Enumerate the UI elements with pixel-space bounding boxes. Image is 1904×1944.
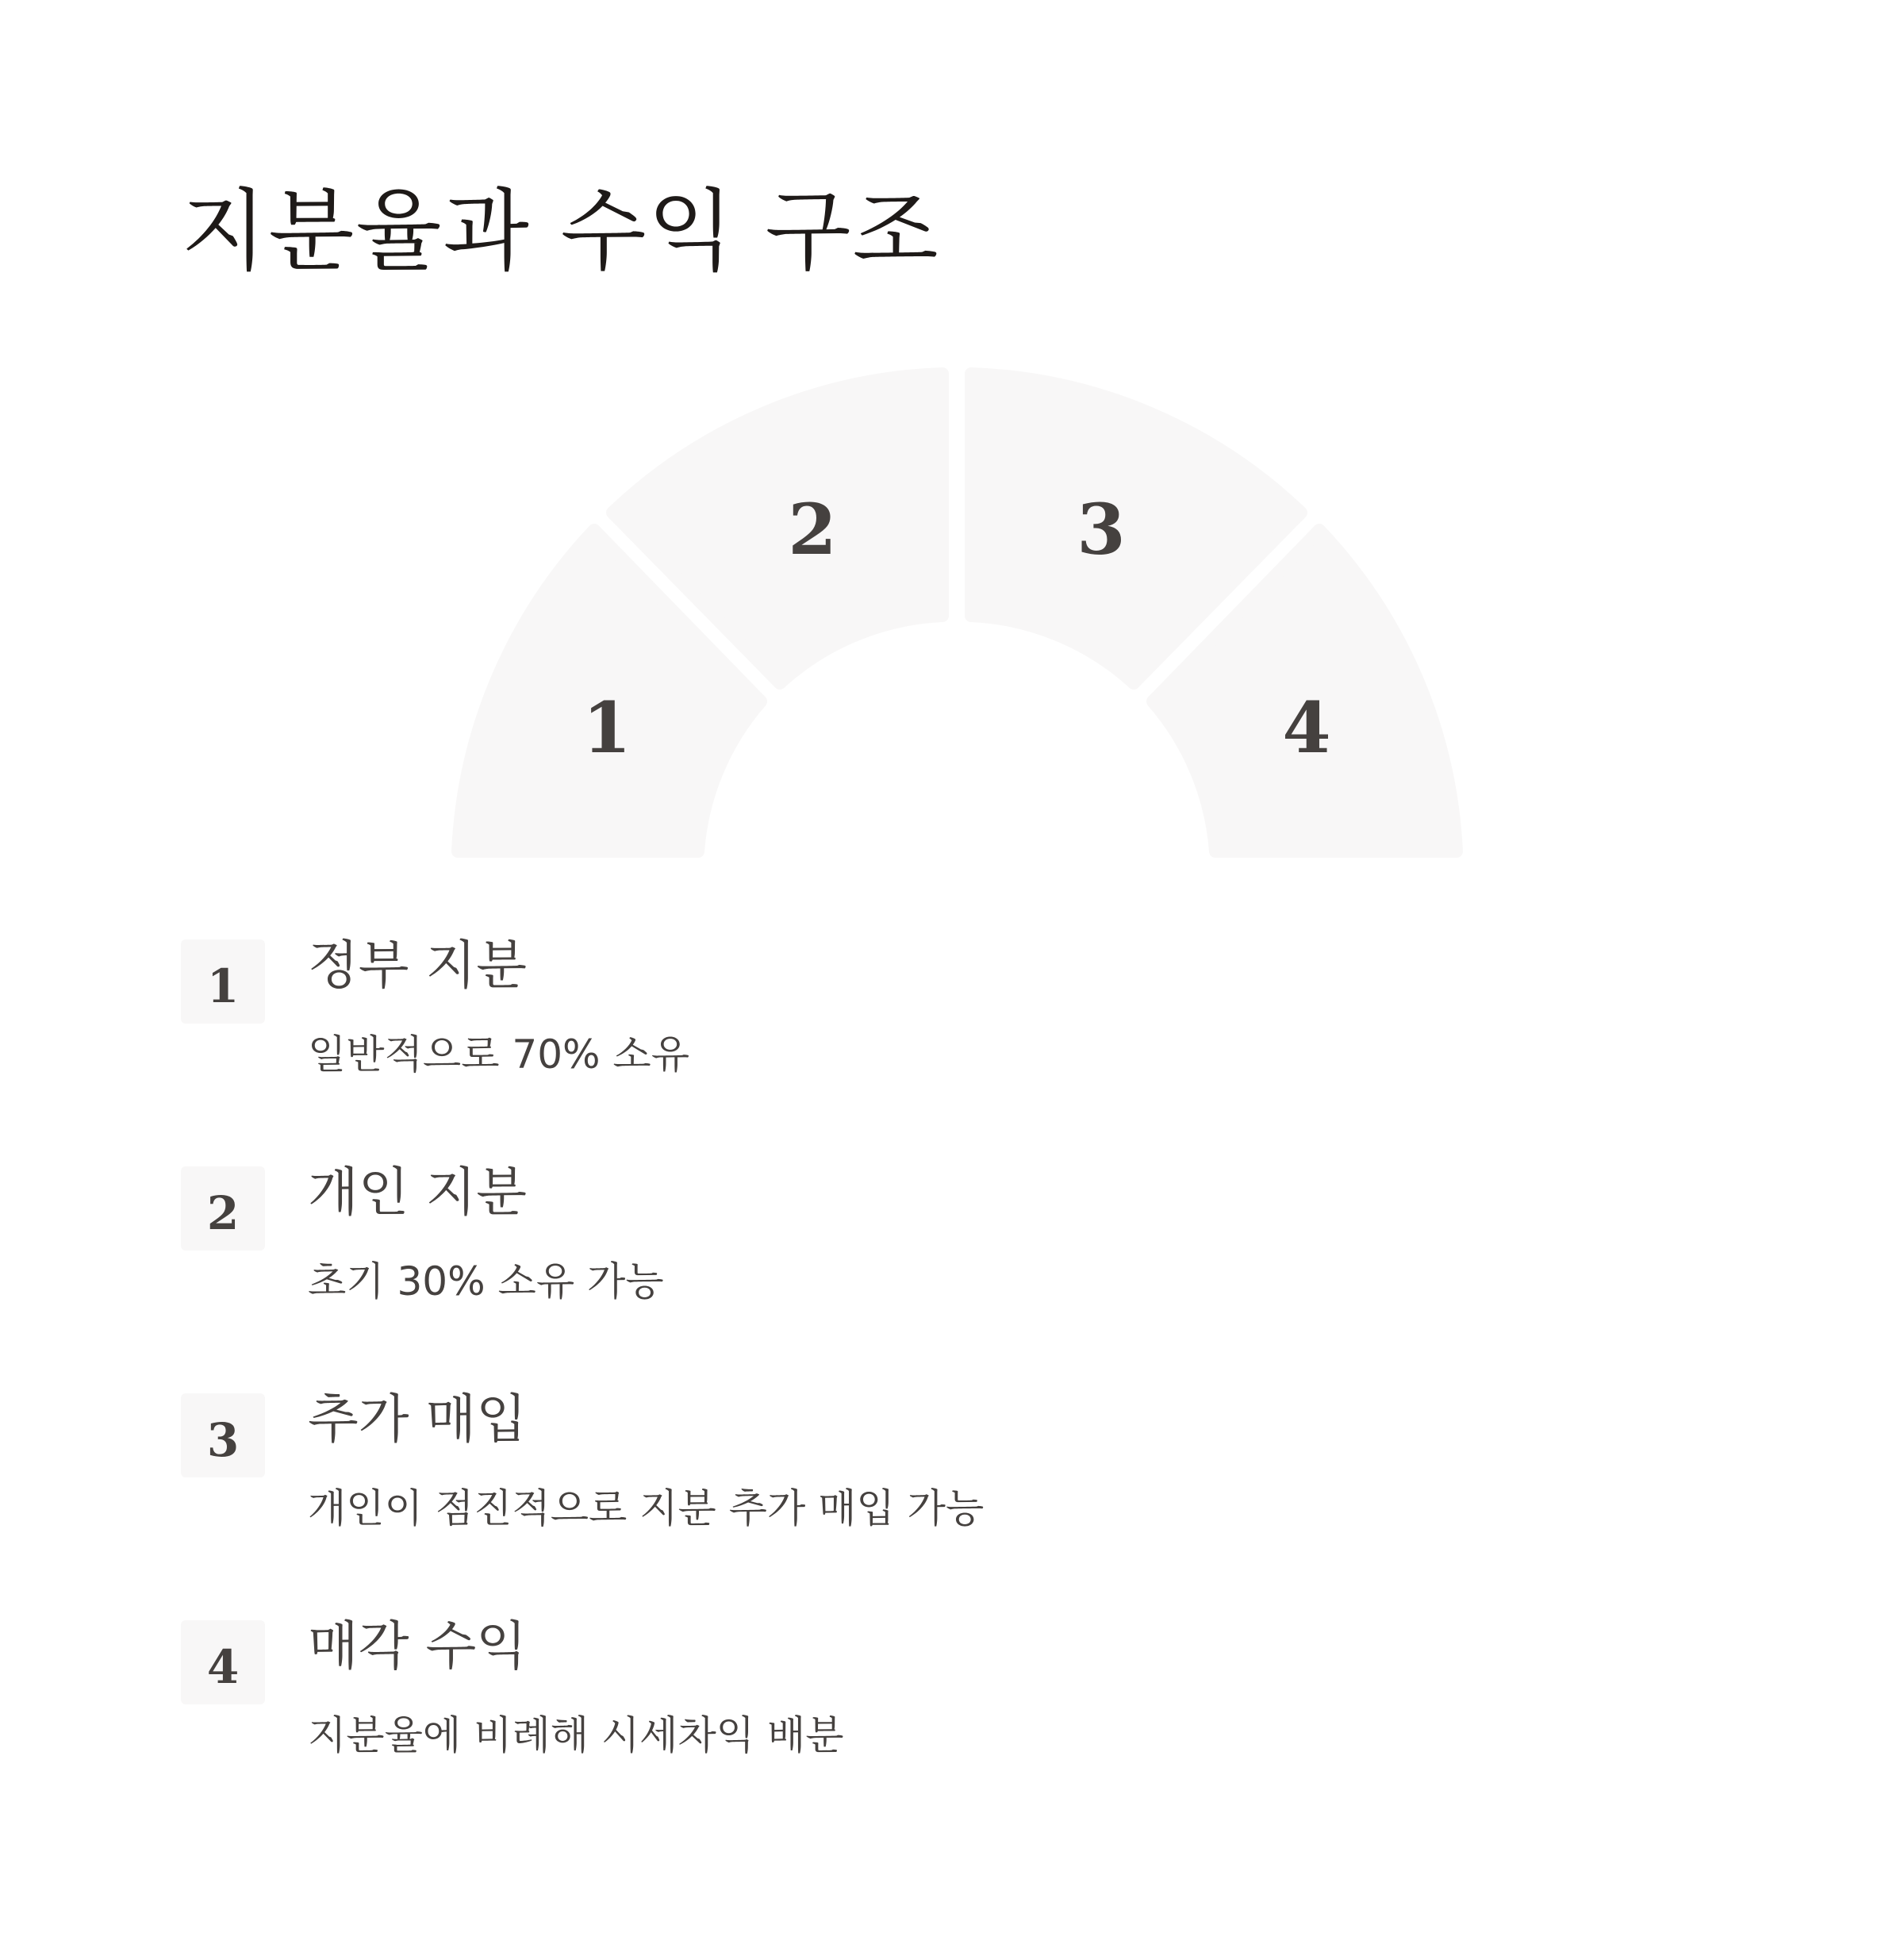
step-item-1 [181, 935, 1609, 1098]
step-number: 4 [206, 1640, 240, 1694]
segment-number-2: 2 [788, 488, 837, 571]
step-number: 2 [206, 1186, 240, 1240]
step-item-3 [181, 1389, 1609, 1552]
step-description: 일반적으로 70% 소유 [308, 1032, 690, 1078]
step-title: 개인 지분 [308, 1162, 528, 1223]
step-item-2 [181, 1162, 1609, 1325]
segment-number-4: 4 [1282, 686, 1331, 769]
step-badge [181, 1393, 265, 1477]
step-badge [181, 939, 265, 1024]
segment-number-1: 1 [582, 686, 631, 769]
step-description: 초기 30% 소유 가능 [308, 1258, 664, 1304]
step-number: 3 [206, 1413, 240, 1467]
step-item-4 [181, 1616, 1609, 1779]
semicircle-diagram [0, 0, 1904, 889]
step-title: 추가 매입 [308, 1389, 528, 1450]
step-badge [181, 1166, 265, 1251]
step-description: 지분율에 비례해 시세차익 배분 [308, 1712, 844, 1758]
step-badge [181, 1620, 265, 1704]
step-description: 개인이 점진적으로 지분 추가 매입 가능 [308, 1485, 985, 1531]
step-title: 매각 수익 [308, 1616, 528, 1677]
segment-number-3: 3 [1077, 488, 1126, 571]
page-title: 지분율과 수익 구조 [181, 180, 940, 283]
step-title: 정부 지분 [308, 935, 528, 996]
step-number: 1 [206, 959, 240, 1013]
